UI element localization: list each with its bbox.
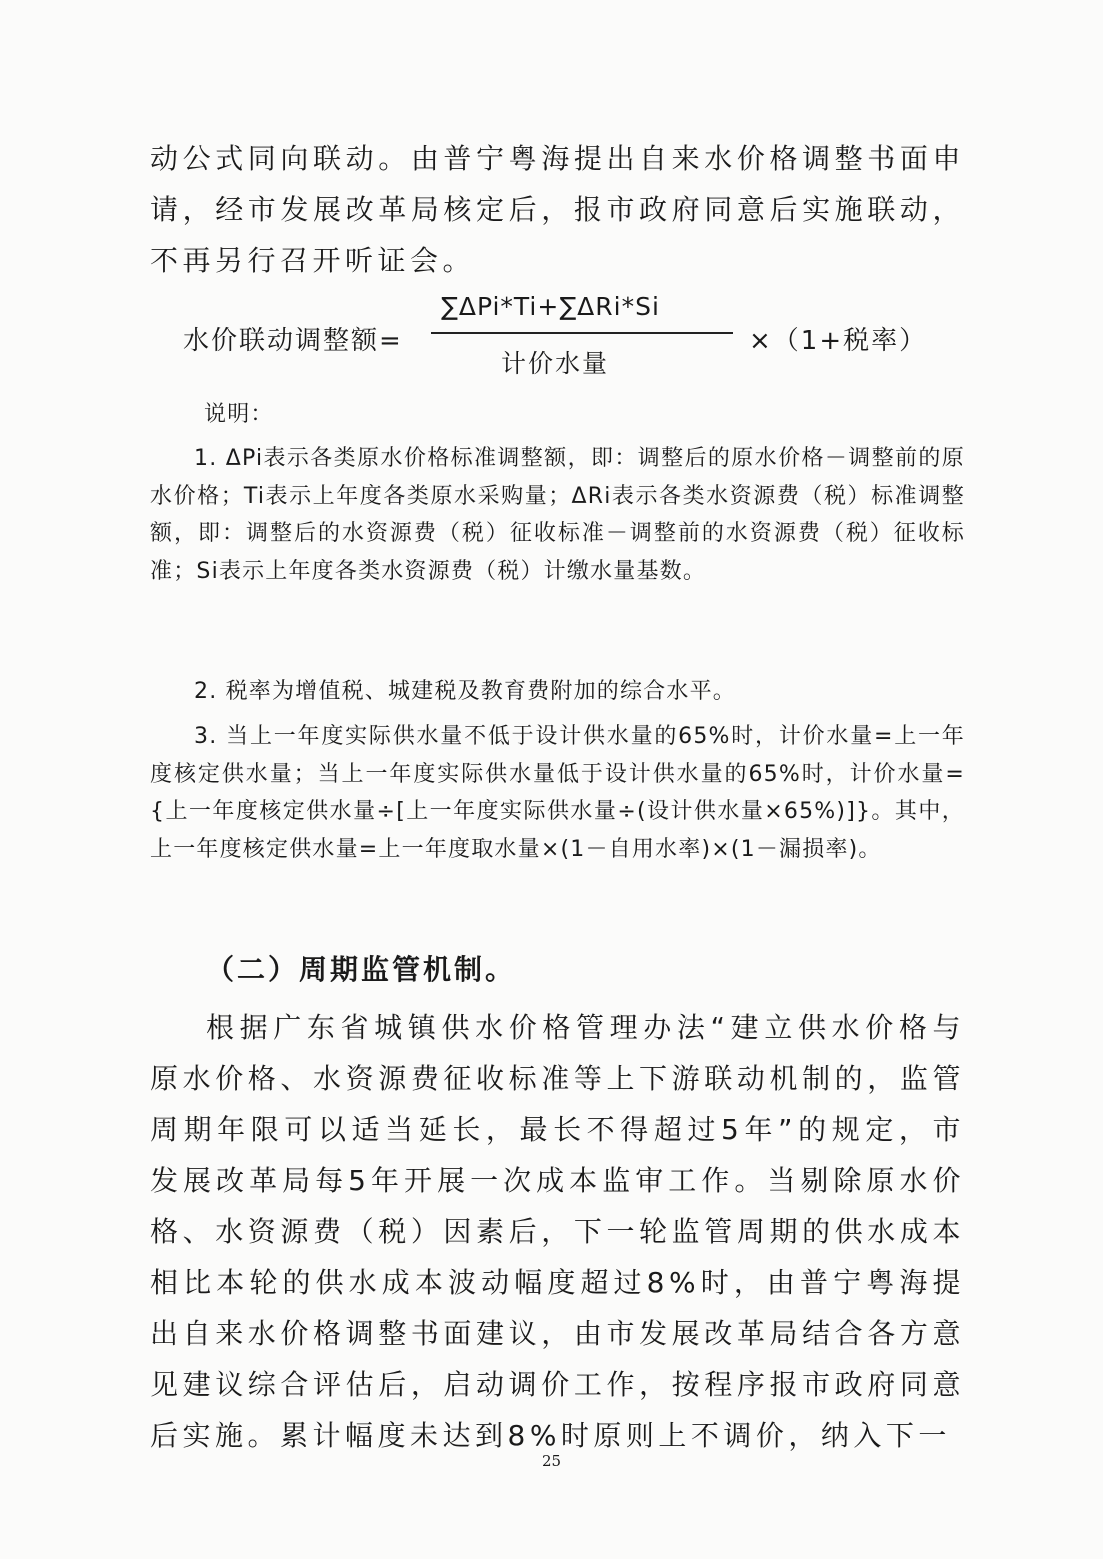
page-number: 25	[541, 1452, 562, 1470]
note-item-2: 2. 税率为增值税、城建税及教育费附加的综合水平。	[194, 679, 736, 704]
formula-multiplier: ×（1+税率）	[749, 326, 928, 356]
section-heading: （二）周期监管机制。	[206, 953, 517, 986]
intro-paragraph: 动公式同向联动。由普宁粤海提出自来水价格调整书面申请，经市发展改革局核定后，报市政府同意后实施联动，不再另行召开听证会。	[150, 142, 965, 277]
note-item-1: 1. ΔPi表示各类原水价格标准调整额，即：调整后的原水价格－调整前的原水价格；Ti表示上年度各类原水采购量；ΔRi表示各类水资源费（税）标准调整额，即：调整后的水资源费（税）征收标准－调整前的水资源费（税）征收标准；Si表示上年度各类水资源费（税）计缴水量基数。	[150, 446, 965, 584]
notes-title: 说明：	[204, 402, 274, 427]
main-paragraph: 根据广东省城镇供水价格管理办法“建立供水价格与原水价格、水资源费征收标准等上下游联动机制的，监管周期年限可以适当延长，最长不得超过5年”的规定，市发展改革局每5年开展一次成本监审工作。当剔除原水价格、水资源费（税）因素后，下一轮监管周期的供水成本相比本轮的供水成本波动幅度超过8%时，由普宁粤海提出自来水价格调整书面建议，由市发展改革局结合各方意见建议综合评估后，启动调价工作，按程序报市政府同意后实施。累计幅度未达到8%时原则上不调价，纳入下一	[150, 1011, 965, 1452]
formula-label: 水价联动调整额=	[183, 326, 403, 356]
fraction-bar	[431, 332, 733, 334]
formula-numerator: ∑ΔPi*Ti+∑ΔRi*Si	[441, 292, 660, 321]
formula-denominator: 计价水量	[501, 349, 610, 378]
price-linkage-formula	[183, 292, 943, 382]
note-item-3: 3. 当上一年度实际供水量不低于设计供水量的65%时，计价水量=上一年度核定供水量；当上一年度实际供水量低于设计供水量的65%时，计价水量={上一年度核定供水量÷[上一年度实际供水量÷(设计供水量×65%)]}。其中，上一年度核定供水量=上一年度取水量×(1－自用水率)×(1－漏损率)。	[150, 724, 965, 862]
